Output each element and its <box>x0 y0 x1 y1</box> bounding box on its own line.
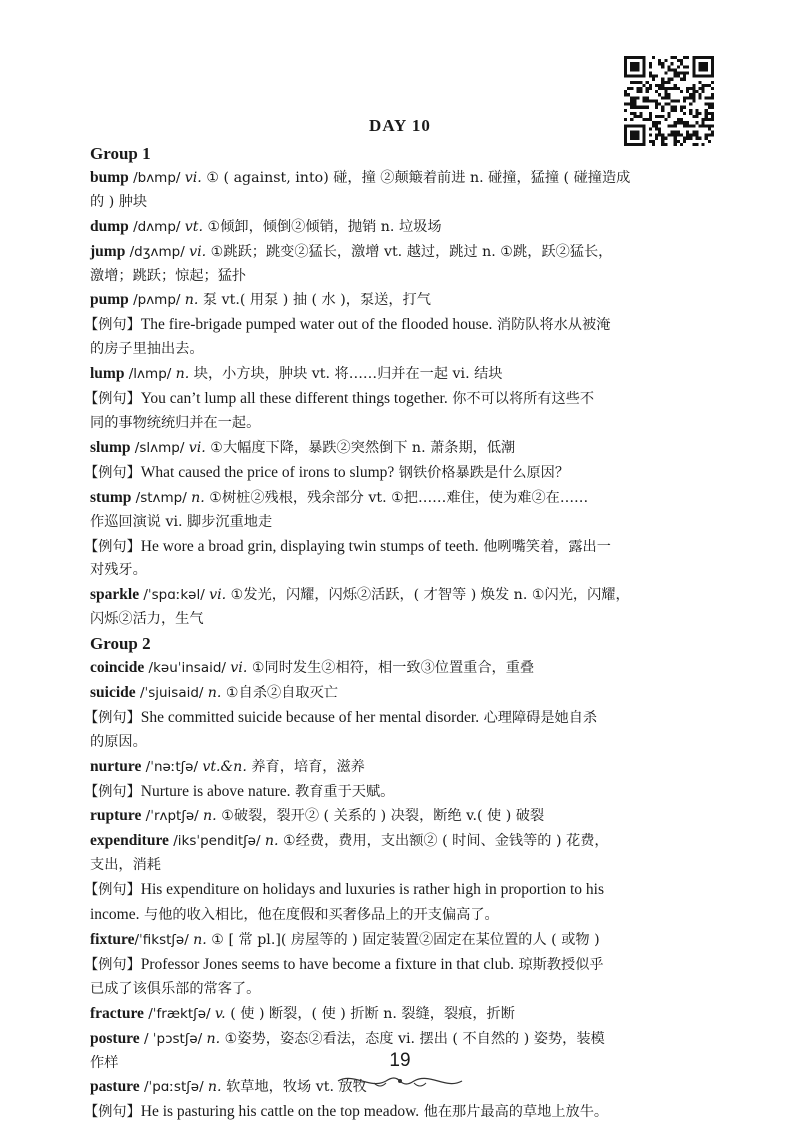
part-of-speech: vt. <box>184 218 203 235</box>
day-title: DAY 10 <box>369 116 431 135</box>
continuation-text: 的 ) 肿块 <box>90 193 148 210</box>
continuation-line <box>90 265 712 289</box>
phonetic: /kəuˈinsaid/ <box>144 660 231 677</box>
headword: nurture <box>90 757 142 775</box>
definition: 泵 vt.( 用泵 ) 抽 ( 水 )，泵送，打气 <box>198 292 431 309</box>
word-entry <box>90 240 712 265</box>
example-tag: 【例句】 <box>84 882 141 899</box>
definition: ①自杀②自取灭亡 <box>221 684 338 701</box>
example-english: He wore a broad grin, displaying twin stumps of teeth. <box>140 537 479 555</box>
example-chinese: 他咧嘴笑着，露出一 <box>478 538 611 555</box>
part-of-speech: vi. <box>189 243 207 260</box>
headword: suicide <box>90 683 136 701</box>
word-entry <box>90 288 712 313</box>
part-of-speech: n. <box>264 833 279 850</box>
part-of-speech: vi. <box>188 439 206 456</box>
example-english: You can’t lump all these different things together. <box>140 390 448 408</box>
headword: pasture <box>90 1078 140 1096</box>
example-tag: 【例句】 <box>84 1104 141 1121</box>
word-entry <box>90 166 712 191</box>
part-of-speech: vi. <box>184 169 202 186</box>
example-chinese: 心理障碍是她自杀 <box>479 709 598 726</box>
continuation-text: 的原因。 <box>90 733 147 750</box>
definition: ①破裂，裂开② ( 关系的 ) 决裂，断绝 v.( 使 ) 破裂 <box>216 808 545 825</box>
definition: ① [ 常 pl.]( 房屋等的 ) 固定装置②固定在某位置的人 ( 或物 ) <box>206 932 600 948</box>
part-of-speech: n. <box>175 366 190 383</box>
headword: coincide <box>90 659 145 677</box>
continuation-text: 的房子里抽出去。 <box>90 341 204 358</box>
example-sentence <box>84 387 712 412</box>
headword: lump <box>90 365 125 383</box>
phonetic: /slʌmp/ <box>130 439 189 456</box>
phonetic: /bʌmp/ <box>128 169 185 186</box>
continuation-line <box>90 608 712 632</box>
example-english: His expenditure on holidays and luxuries is rather high in proportion to his <box>140 881 604 899</box>
word-entry <box>90 436 712 461</box>
word-entry <box>90 804 712 829</box>
example-tag: 【例句】 <box>84 956 141 973</box>
continuation-line <box>90 731 712 755</box>
word-entry <box>90 362 712 387</box>
example-english: Professor Jones seems to have become a fixture in that club. <box>140 955 514 973</box>
phonetic: /dʒʌmp/ <box>125 243 190 260</box>
definition: ①大幅度下降，暴跌②突然倒下 n. 萧条期，低潮 <box>205 439 516 456</box>
headword: jump <box>90 242 126 260</box>
continuation-line <box>90 559 712 583</box>
headword: slump <box>90 438 131 456</box>
example-tag: 【例句】 <box>84 317 141 334</box>
word-entry <box>90 1002 712 1027</box>
example-english: The fire-brigade pumped water out of the flooded house. <box>140 316 493 334</box>
page-number: 19 <box>389 1050 411 1071</box>
continuation-text: 对残牙。 <box>90 562 147 579</box>
part-of-speech: n. <box>191 489 205 506</box>
continuation-line <box>90 338 712 362</box>
headword: fracture <box>90 1004 144 1022</box>
continuation-text: 闪烁②活力，生气 <box>90 611 204 628</box>
definition: 软草地，牧场 vt. 放牧 <box>221 1079 367 1096</box>
example-english: She committed suicide because of her mental disorder. <box>140 708 480 726</box>
headword: expenditure <box>90 832 169 850</box>
headword: sparkle <box>90 586 140 604</box>
ornament-icon <box>334 1070 466 1092</box>
continuation-text: 已成了该俱乐部的常客了。 <box>90 980 261 997</box>
headword: rupture <box>90 807 142 825</box>
example-tag: 【例句】 <box>84 391 141 408</box>
definition: 块，小方块，肿块 vt. 将……归并在一起 vi. 结块 <box>189 366 503 383</box>
part-of-speech: v. <box>214 1005 226 1022</box>
headword: bump <box>90 168 129 186</box>
definition: ①树桩②残根，残余部分 vt. ①把……难住，使为难②在…… <box>204 489 589 506</box>
example-sentence <box>84 1100 712 1125</box>
part-of-speech: n. <box>203 808 217 825</box>
word-entry <box>90 928 712 953</box>
example-sentence <box>84 953 712 978</box>
phonetic: /stʌmp/ <box>131 489 192 506</box>
part-of-speech: n. <box>207 1079 222 1096</box>
phonetic: /pʌmp/ <box>128 292 185 309</box>
word-entry <box>90 215 712 240</box>
example-chinese: 消防队将水从被淹 <box>492 317 611 334</box>
phonetic: /ˈrʌptʃə/ <box>141 808 204 825</box>
word-entry <box>90 583 712 608</box>
word-list <box>84 142 712 1125</box>
definition: ① ( against, into) 碰，撞 ②颠簸着前进 n. 碰撞，猛撞 ( 碰撞造成 <box>201 169 631 186</box>
continuation-text: 支出，消耗 <box>90 857 161 874</box>
part-of-speech: vi. <box>230 660 248 677</box>
definition: ①跳跃；跳变②猛长，激增 vt. 越过，跳过 n. ①跳，跃②猛长， <box>206 243 613 260</box>
phonetic: /ˈfikstʃə/ <box>134 932 194 948</box>
continuation-line <box>90 854 712 878</box>
headword: pump <box>90 291 129 309</box>
definition: ①倾卸，倾倒②倾销，抛销 n. 垃圾场 <box>202 218 442 235</box>
example-tag: 【例句】 <box>84 538 141 555</box>
phonetic: / ˈpɔstʃə/ <box>139 1030 207 1047</box>
example-english: What caused the price of irons to slump? <box>140 463 395 481</box>
group-heading: Group 1 <box>90 144 151 163</box>
example-chinese: 你不可以将所有这些不 <box>447 391 595 408</box>
continuation-line <box>90 191 712 215</box>
part-of-speech: n. <box>207 684 222 701</box>
definition: ①姿势，姿态②看法，态度 vi. 摆出 ( 不自然的 ) 姿势，装模 <box>220 1030 605 1047</box>
phonetic: /ˈfræktʃə/ <box>143 1005 215 1022</box>
example-chinese: 他在那片最高的草地上放牛。 <box>419 1104 609 1121</box>
phonetic: /ˈspɑːkəl/ <box>139 587 210 604</box>
word-entry <box>90 1027 712 1052</box>
part-of-speech: vt.&n. <box>202 758 247 775</box>
part-of-speech: n. <box>206 1030 221 1047</box>
example-sentence <box>84 535 712 560</box>
phonetic: /dʌmp/ <box>128 218 185 235</box>
example-sentence <box>84 706 712 731</box>
example-chinese: 钢铁价格暴跌是什么原因？ <box>394 464 570 481</box>
group-heading: Group 2 <box>90 634 151 654</box>
example-sentence <box>84 878 712 903</box>
example-tag: 【例句】 <box>84 709 141 726</box>
continuation-text: 同的事物统统归并在一起。 <box>90 414 261 431</box>
example-sentence <box>84 780 712 805</box>
word-entry <box>90 656 712 681</box>
continuation-text: 作样 <box>90 1054 119 1071</box>
headword: dump <box>90 217 129 235</box>
headword: stump <box>90 488 132 506</box>
example-english: Nurture is above nature. <box>140 782 291 800</box>
example-english: He is pasturing his cattle on the top meadow. <box>140 1103 420 1121</box>
phonetic: /ˈsjuisaid/ <box>135 684 208 701</box>
continuation-text: 激增；跳跃；惊起；猛扑 <box>90 267 247 284</box>
continuation-line <box>90 978 712 1002</box>
phonetic: /iksˈpenditʃə/ <box>168 833 265 850</box>
example-sentence <box>84 313 712 338</box>
definition: ①发光，闪耀，闪烁②活跃，( 才智等 ) 焕发 n. ①闪光，闪耀， <box>226 587 630 604</box>
word-entry <box>90 486 712 511</box>
continuation-line <box>90 511 712 535</box>
phonetic: /ˈnəːtʃə/ <box>141 758 203 775</box>
part-of-speech: vi. <box>209 587 227 604</box>
part-of-speech: n. <box>184 292 199 309</box>
example-chinese: 教育重于天赋。 <box>290 783 395 800</box>
continuation-text: 作巡回演说 vi. 脚步沉重地走 <box>90 513 273 530</box>
phonetic: /lʌmp/ <box>124 366 176 383</box>
example-tag: 【例句】 <box>84 783 141 800</box>
definition: ①经费，费用，支出额② ( 时间、金钱等的 ) 花费， <box>278 833 609 850</box>
continuation-line <box>90 903 712 928</box>
example-sentence <box>84 461 712 486</box>
definition: ( 使 ) 断裂，( 使 ) 折断 n. 裂缝，裂痕，折断 <box>225 1005 515 1022</box>
word-entry <box>90 829 712 854</box>
word-entry <box>90 681 712 706</box>
word-entry <box>90 755 712 780</box>
continuation-line <box>90 412 712 436</box>
example-tag: 【例句】 <box>84 464 141 481</box>
headword: fixture <box>90 931 135 948</box>
continuation-text: 与他的收入相比，他在度假和买奢侈品上的开支偏高了。 <box>139 907 499 924</box>
headword: posture <box>90 1029 140 1047</box>
phonetic: /ˈpɑːstʃə/ <box>139 1079 208 1096</box>
definition: 养育，培育，滋养 <box>246 758 365 775</box>
example-english: income. <box>90 906 140 924</box>
example-chinese: 琼斯教授似乎 <box>513 956 604 973</box>
part-of-speech: n. <box>193 932 207 948</box>
definition: ①同时发生②相符，相一致③位置重合，重叠 <box>247 660 535 677</box>
